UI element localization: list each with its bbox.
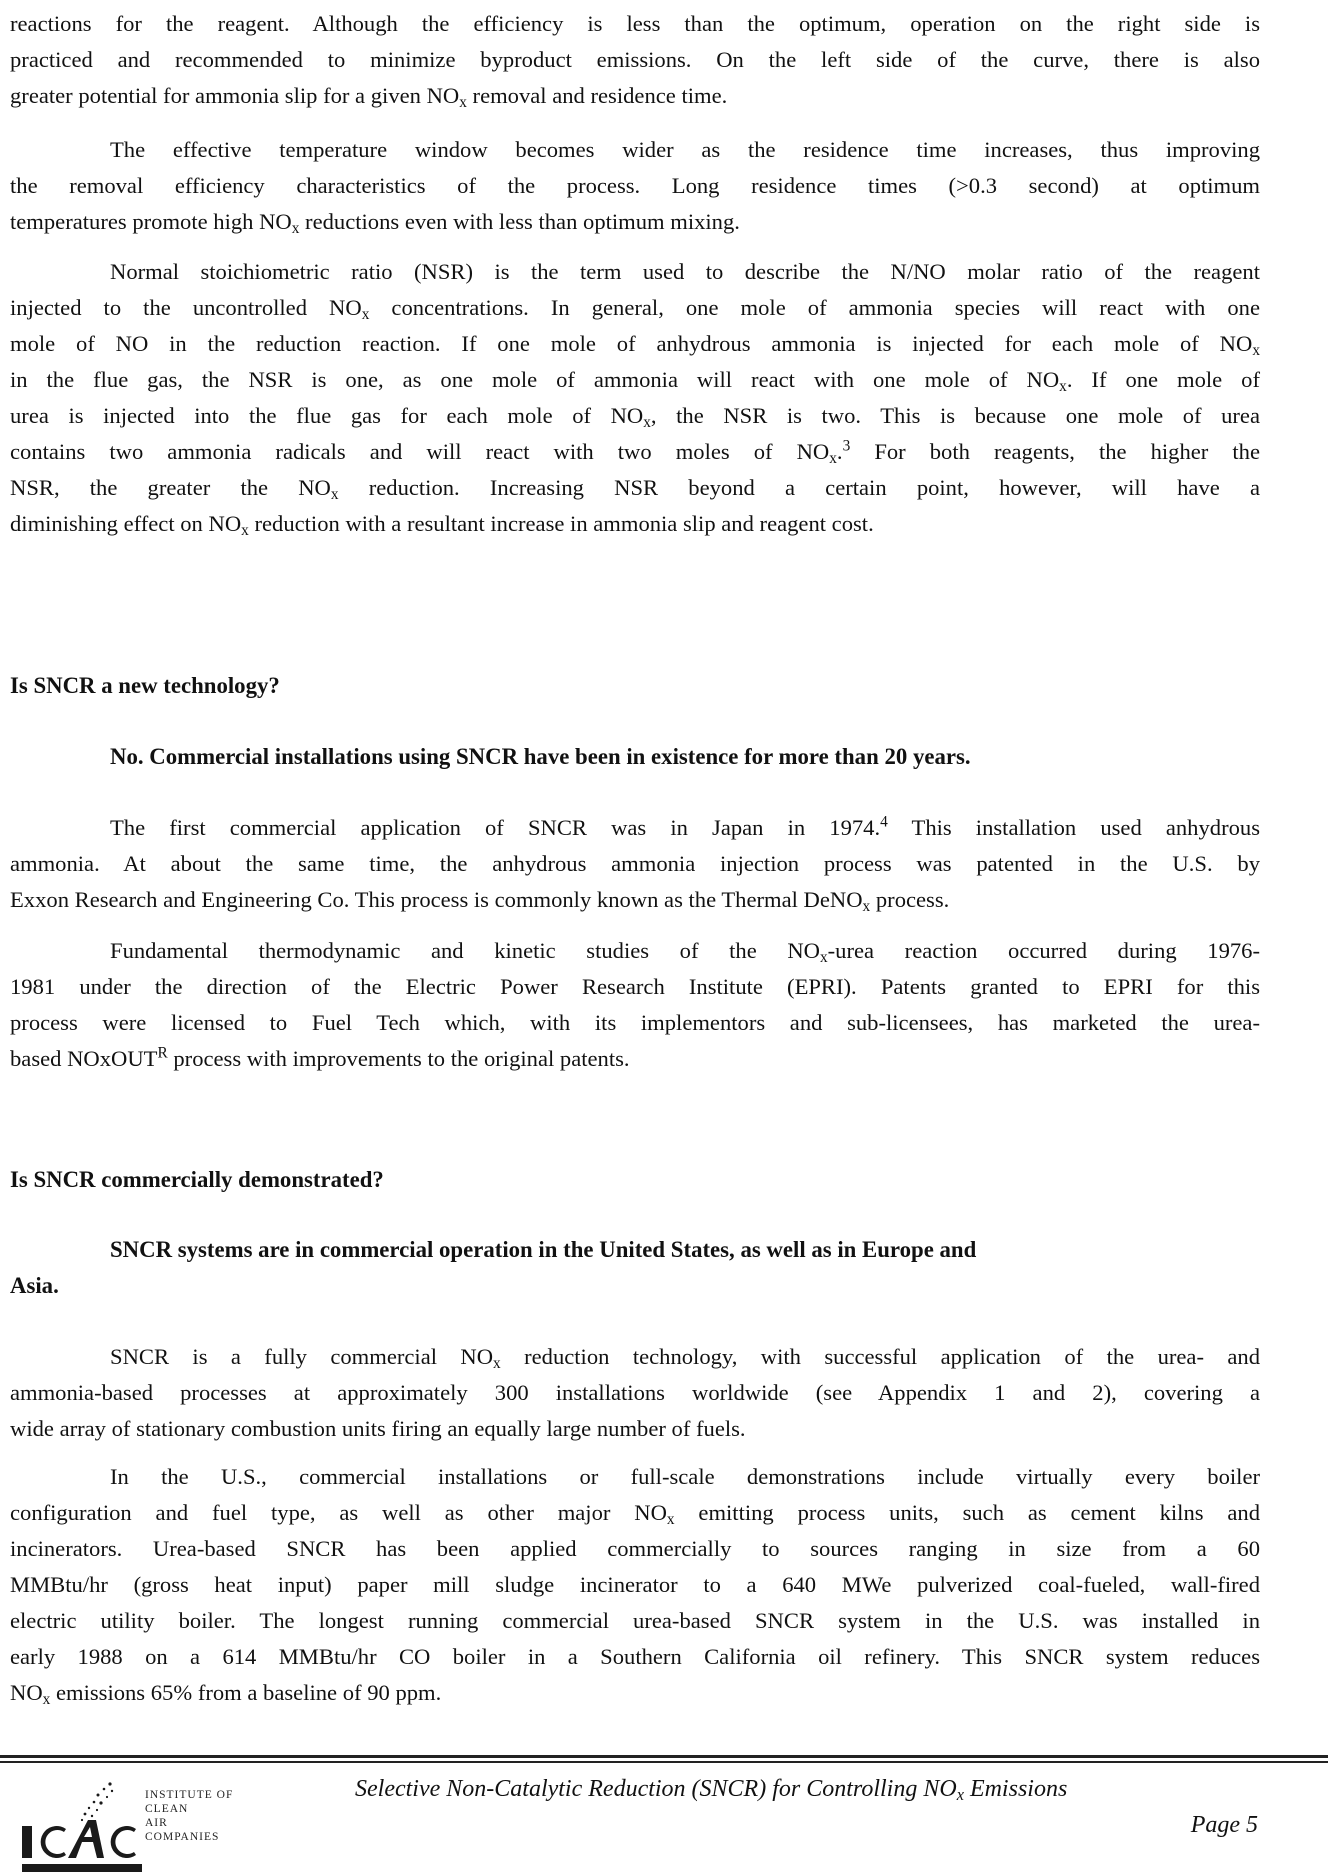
- text-line: injected to the uncontrolled $NO_x$ concentrations. In general, one mole of ammonia species will react with one: [10, 295, 1260, 323]
- text-line: wide array of stationary combustion units firing an equally large number of fuels.: [10, 1416, 746, 1441]
- logo-wordmark: INSTITUTE OF CLEAN AIR COMPANIES: [145, 1789, 234, 1843]
- text-line: 1981 under the direction of the Electric Power Research Institute (EPRI). Patents granted to EPRI for this: [10, 974, 1260, 999]
- answer-commercial-operation-line2: Asia.: [10, 1273, 59, 1298]
- footer-rule-bottom: [0, 1761, 1328, 1763]
- text-line: practiced and recommended to minimize byproduct emissions. On the left side of the curve, there is also: [10, 47, 1260, 72]
- text-line: the removal efficiency characteristics of the process. Long residence times (>0.3 second) at optimum: [10, 173, 1260, 198]
- text-line: early 1988 on a 614 MMBtu/hr CO boiler in a Southern California oil refinery. This SNCR system reduces: [10, 1644, 1260, 1669]
- question-heading-new-technology: Is SNCR a new technology?: [10, 673, 280, 698]
- text-line: electric utility boiler. The longest running commercial urea-based SNCR system in the U.S. was installed in: [10, 1608, 1260, 1633]
- text-line: Fundamental thermodynamic and kinetic studies of the $NO_x$-urea reaction occurred during 1976-: [110, 938, 1260, 966]
- footer-page-number: Page 5: [1190, 1812, 1258, 1838]
- text-line: Exxon Research and Engineering Co. This process is commonly known as the Thermal DeNO$_x$ process.: [10, 887, 950, 915]
- paragraph-us-installations: [10, 1459, 1260, 1711]
- text-line: temperatures promote high $NO_x$ reductions even with less than optimum mixing.: [10, 209, 740, 237]
- text-line: MMBtu/hr (gross heat input) paper mill sludge incinerator to a 640 MWe pulverized coal-fueled, wall-fired: [10, 1572, 1260, 1597]
- footer-document-title: Selective Non-Catalytic Reduction (SNCR) for Controlling $NO_x$ Emissions: [355, 1776, 1068, 1805]
- icac-logo: [8, 1770, 278, 1872]
- text-line: The first commercial application of SNCR was in Japan in 1974.$^4$ This installation used anhydrous: [110, 813, 1260, 840]
- paragraph-temperature-window: [10, 132, 1260, 240]
- footer-rule-top: [0, 1755, 1328, 1758]
- question-heading-commercially-demonstrated: Is SNCR commercially demonstrated?: [10, 1167, 384, 1192]
- paragraph-nsr: [10, 254, 1260, 542]
- text-line: In the U.S., commercial installations or full-scale demonstrations include virtually every boiler: [110, 1464, 1260, 1489]
- text-line: greater potential for ammonia slip for a given $NO_x$ removal and residence time.: [10, 83, 728, 111]
- text-line: ammonia. At about the same time, the anhydrous ammonia injection process was patented in the U.S. by: [10, 851, 1260, 876]
- text-line: based NOxOUT$^R$ process with improvements to the original patents.: [10, 1044, 630, 1071]
- paragraph-fully-commercial: [10, 1339, 1260, 1447]
- text-line: The effective temperature window becomes wider as the residence time increases, thus improving: [110, 137, 1260, 162]
- text-line: $NO_x$ emissions 65% from a baseline of 90 ppm.: [10, 1680, 442, 1708]
- text-line: reactions for the reagent. Although the efficiency is less than the optimum, operation on the right side is: [10, 11, 1260, 36]
- paragraph-epri-studies: [10, 933, 1260, 1077]
- text-line: process were licensed to Fuel Tech which, with its implementors and sub-licensees, has marketed the urea-: [10, 1010, 1260, 1035]
- text-line: contains two ammonia radicals and will react with two moles of $NO_x.^3$ For both reagents, the higher the: [10, 437, 1260, 467]
- answer-new-technology: No. Commercial installations using SNCR have been in existence for more than 20 years.: [110, 744, 971, 769]
- text-line: incinerators. Urea-based SNCR has been applied commercially to sources ranging in size from a 60: [10, 1536, 1260, 1561]
- text-line: urea is injected into the flue gas for each mole of $NO_x$, the NSR is two. This is because one mole of urea: [10, 403, 1260, 431]
- answer-commercial-operation-line1: SNCR systems are in commercial operation in the United States, as well as in Europe and: [110, 1237, 977, 1262]
- text-line: configuration and fuel type, as well as other major $NO_x$ emitting process units, such as cement kilns and: [10, 1500, 1260, 1528]
- text-line: ammonia-based processes at approximately 300 installations worldwide (see Appendix 1 and 2), covering a: [10, 1380, 1260, 1405]
- text-line: mole of NO in the reduction reaction. If one mole of anhydrous ammonia is injected for each mole of $NO_x$: [10, 331, 1260, 359]
- text-line: Normal stoichiometric ratio (NSR) is the term used to describe the N/NO molar ratio of the reagent: [110, 259, 1260, 284]
- text-line: SNCR is a fully commercial $NO_x$ reduction technology, with successful application of the urea- and: [110, 1344, 1260, 1372]
- text-line: diminishing effect on $NO_x$ reduction with a resultant increase in ammonia slip and reagent cost.: [10, 511, 874, 539]
- text-line: in the flue gas, the NSR is one, as one mole of ammonia will react with one mole of $NO_x$. If one mole of: [10, 367, 1260, 395]
- text-line: NSR, the greater the $NO_x$ reduction. Increasing NSR beyond a certain point, however, will have a: [10, 475, 1260, 503]
- paragraph-continuation: [10, 6, 1260, 114]
- paragraph-first-application: [10, 810, 1260, 918]
